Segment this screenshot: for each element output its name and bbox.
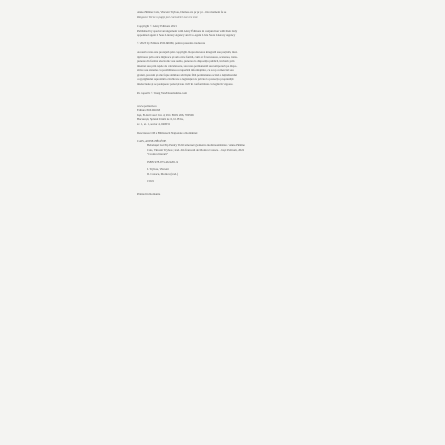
cip-line: Cais, Vincent Trybou ; trad. din franceză de Monica Cazacu. - Iași: Polirom, 2022 xyxy=(147,147,245,152)
title-block xyxy=(137,10,307,19)
rights-line: tiplicarea prin orice mijloace și sub orice formă, cum ar fi xeroxarea, scanarea, trans- xyxy=(137,54,238,59)
translation-copyright: © 2023 by Editura POLIROM, pentru prezenta traducere xyxy=(137,40,206,45)
rights-line: copyrightului reprezintă o încălcare a legislației cu privire la protecția proprietății xyxy=(137,77,234,81)
publisher-line: Editura POLIROM xyxy=(137,108,161,112)
publisher-line: Iași, B-dul Carol I nr. 4; P.O. BOX 266, 700506 xyxy=(137,112,194,117)
rights-line: internet sau prin rețele de calculatoare, stocarea permanentă sau temporară pe dispo- xyxy=(137,63,238,68)
cip-heading: Descrierea CIP a Bibliotecii Naționale a României: xyxy=(137,131,198,135)
cip-line: Bebelușul Lui Pip Pentry Ticiil umeruel gwinerna nioltnreantirnnte / Anne-Hélène xyxy=(147,143,245,147)
rights-line: punerea în format electronic sau audio, punerea la dispoziția publică, inclusiv prin xyxy=(137,59,235,63)
cip-author: CAIS, ANNE-HÉLÈNE xyxy=(137,138,167,143)
cip-record xyxy=(137,143,307,157)
isbn: ISBN 978-973-46-9201-9 xyxy=(147,159,178,164)
rights-line: intelectuale și se pedepsesc penal și/sau civil în conformitate cu legile în vigoare. xyxy=(137,81,234,86)
udc-code: 159.9 xyxy=(147,179,154,183)
copyright-line: Copyright © Alary Editions 2021 xyxy=(137,24,177,28)
copyright-line: Published by special arrangement with Alary Éditions in conjunction with their duly xyxy=(137,28,238,33)
cip-index-line: I. Trybou, Vincent xyxy=(147,167,169,171)
rights-line: Această carte este protejată prin copyright. Reproducerea integrală sau parțială, mul- xyxy=(137,50,238,54)
cip-index-line: II. Cazacu, Monica (trad.) xyxy=(147,171,178,176)
copyright-block xyxy=(137,24,307,38)
rights-line: zitive sau sisteme cu posibilitatea recuperării informațiilor, cu scop comercial sau xyxy=(137,68,234,72)
cip-index xyxy=(137,167,307,176)
printed-in: Printed in Romania xyxy=(137,191,161,196)
cip-line: "Cronica literară" xyxy=(147,152,168,156)
cover-credit: Pe copertă: © Jiang Yan/Dreamstime.com xyxy=(137,91,187,95)
copyright-text-column xyxy=(137,10,307,196)
copyright-line: appointed agent 2 Seas Literary Agency and Co-agent Livia Stoia Literary Agency xyxy=(137,33,236,37)
publisher-line: sc. 1, et. 1, sector 4, 040031 xyxy=(137,121,171,126)
publisher-line: București, Splaiul Unirii nr. 6, bl. B3A, xyxy=(137,117,184,121)
rights-line: gratuit, precum și alte fapte similare săvârșite fără permisiunea scrisă a deținătorului xyxy=(137,72,237,77)
publisher-website: www.polirom.ro xyxy=(137,103,157,108)
publisher-block xyxy=(137,108,307,126)
title-line: Anne-Hélène Cais, Vincent Trybou, Dumas ers pr pr pr - Ore mement fe se xyxy=(137,10,227,14)
title-line: Ringueur Terne n papje por cornoirter nee ree sree xyxy=(137,14,198,19)
rights-paragraph xyxy=(137,50,307,86)
